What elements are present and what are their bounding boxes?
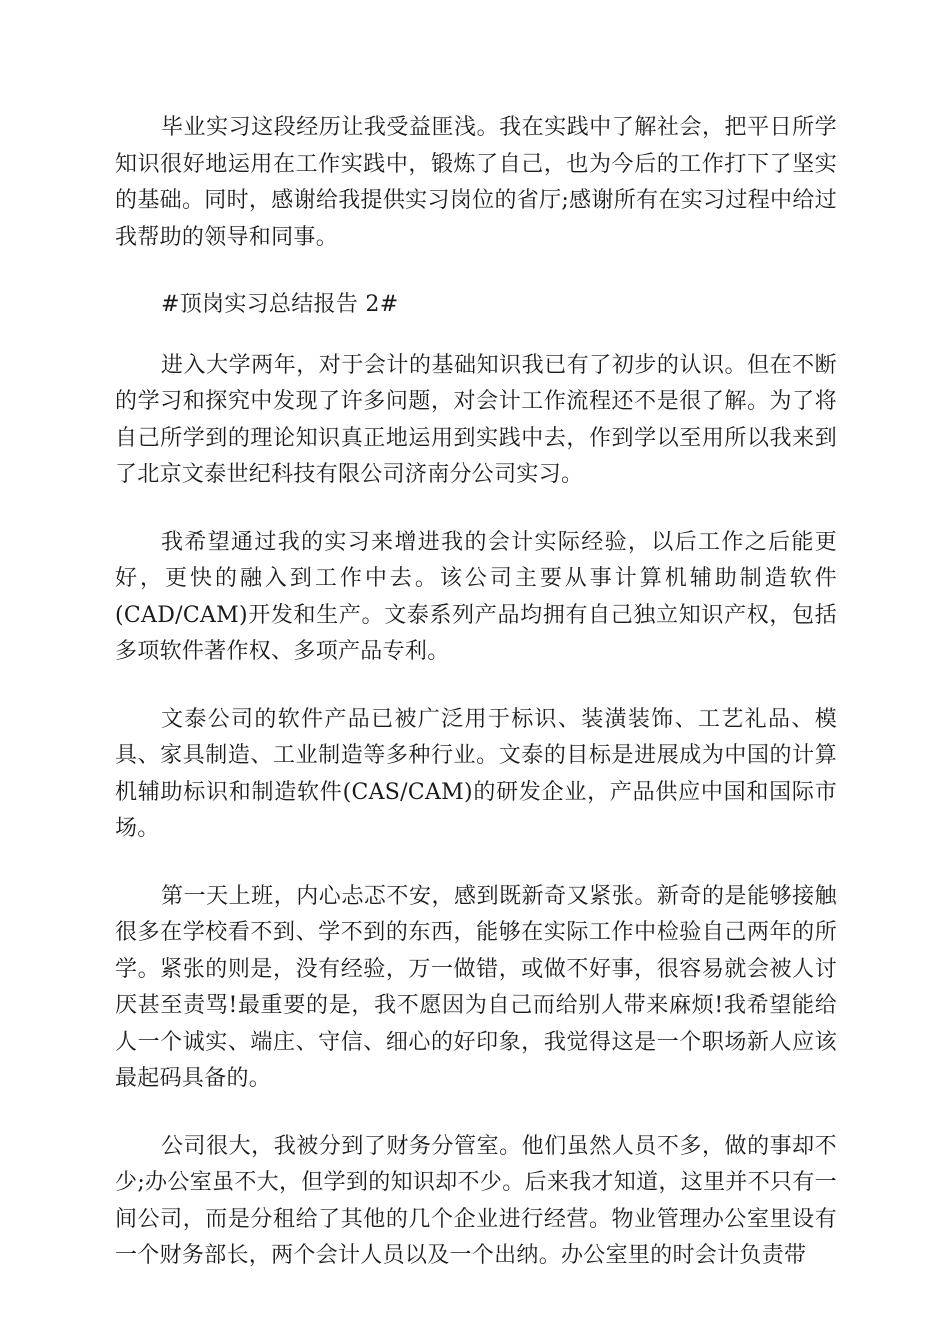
paragraph-intro: 进入大学两年，对于会计的基础知识我已有了初步的认识。但在不断的学习和探究中发现了许多问题，对会计工作流程还不是很了解。为了将自己所学到的理论知识真正地运用到实践中去，作到学以至用所以我来到了北京文泰世纪科技有限公司济南分公司实习。 xyxy=(115,352,837,487)
document-body xyxy=(115,110,837,1306)
paragraph-first-day: 第一天上班，内心忐忑不安，感到既新奇又紧张。新奇的是能够接触很多在学校看不到、学不到的东西，能够在实际工作中检验自己两年的所学。紧张的则是，没有经验，万一做错，或做不好事，很容易就会被人讨厌甚至责骂!最重要的是，我不愿因为自己而给别人带来麻烦!我希望能给人一个诚实、端庄、守信、细心的好印象，我觉得这是一个职场新人应该最起码具备的。 xyxy=(115,883,837,1091)
paragraph-finance-office: 公司很大，我被分到了财务分管室。他们虽然人员不多，做的事却不少;办公室虽不大，但学到的知识却不少。后来我才知道，这里并不只有一间公司，而是分租给了其他的几个企业进行经营。物业管理办公室里设有一个财务部长，两个会计人员以及一个出纳。办公室里的时会计负责带 xyxy=(115,1133,837,1268)
paragraph-gratitude: 毕业实习这段经历让我受益匪浅。我在实践中了解社会，把平日所学知识很好地运用在工作实践中，锻炼了自己，也为今后的工作打下了坚实的基础。同时，感谢给我提供实习岗位的省厅;感谢所有在实习过程中给过我帮助的领导和同事。 xyxy=(115,115,837,250)
paragraph-company-products: 文泰公司的软件产品已被广泛用于标识、装潢装饰、工艺礼品、模具、家具制造、工业制造等多种行业。文泰的目标是进展成为中国的计算机辅助标识和制造软件(CAS/CAM)的研发企业，产品供应中国和国际市场。 xyxy=(115,706,837,841)
paragraph-company-business: 我希望通过我的实习来增进我的会计实际经验，以后工作之后能更好，更快的融入到工作中去。该公司主要从事计算机辅助制造软件(CAD/CAM)开发和生产。文泰系列产品均拥有自己独立知识产权，包括多项软件著作权、多项产品专利。 xyxy=(115,529,837,664)
section-heading: #顶岗实习总结报告 2# xyxy=(161,292,399,317)
